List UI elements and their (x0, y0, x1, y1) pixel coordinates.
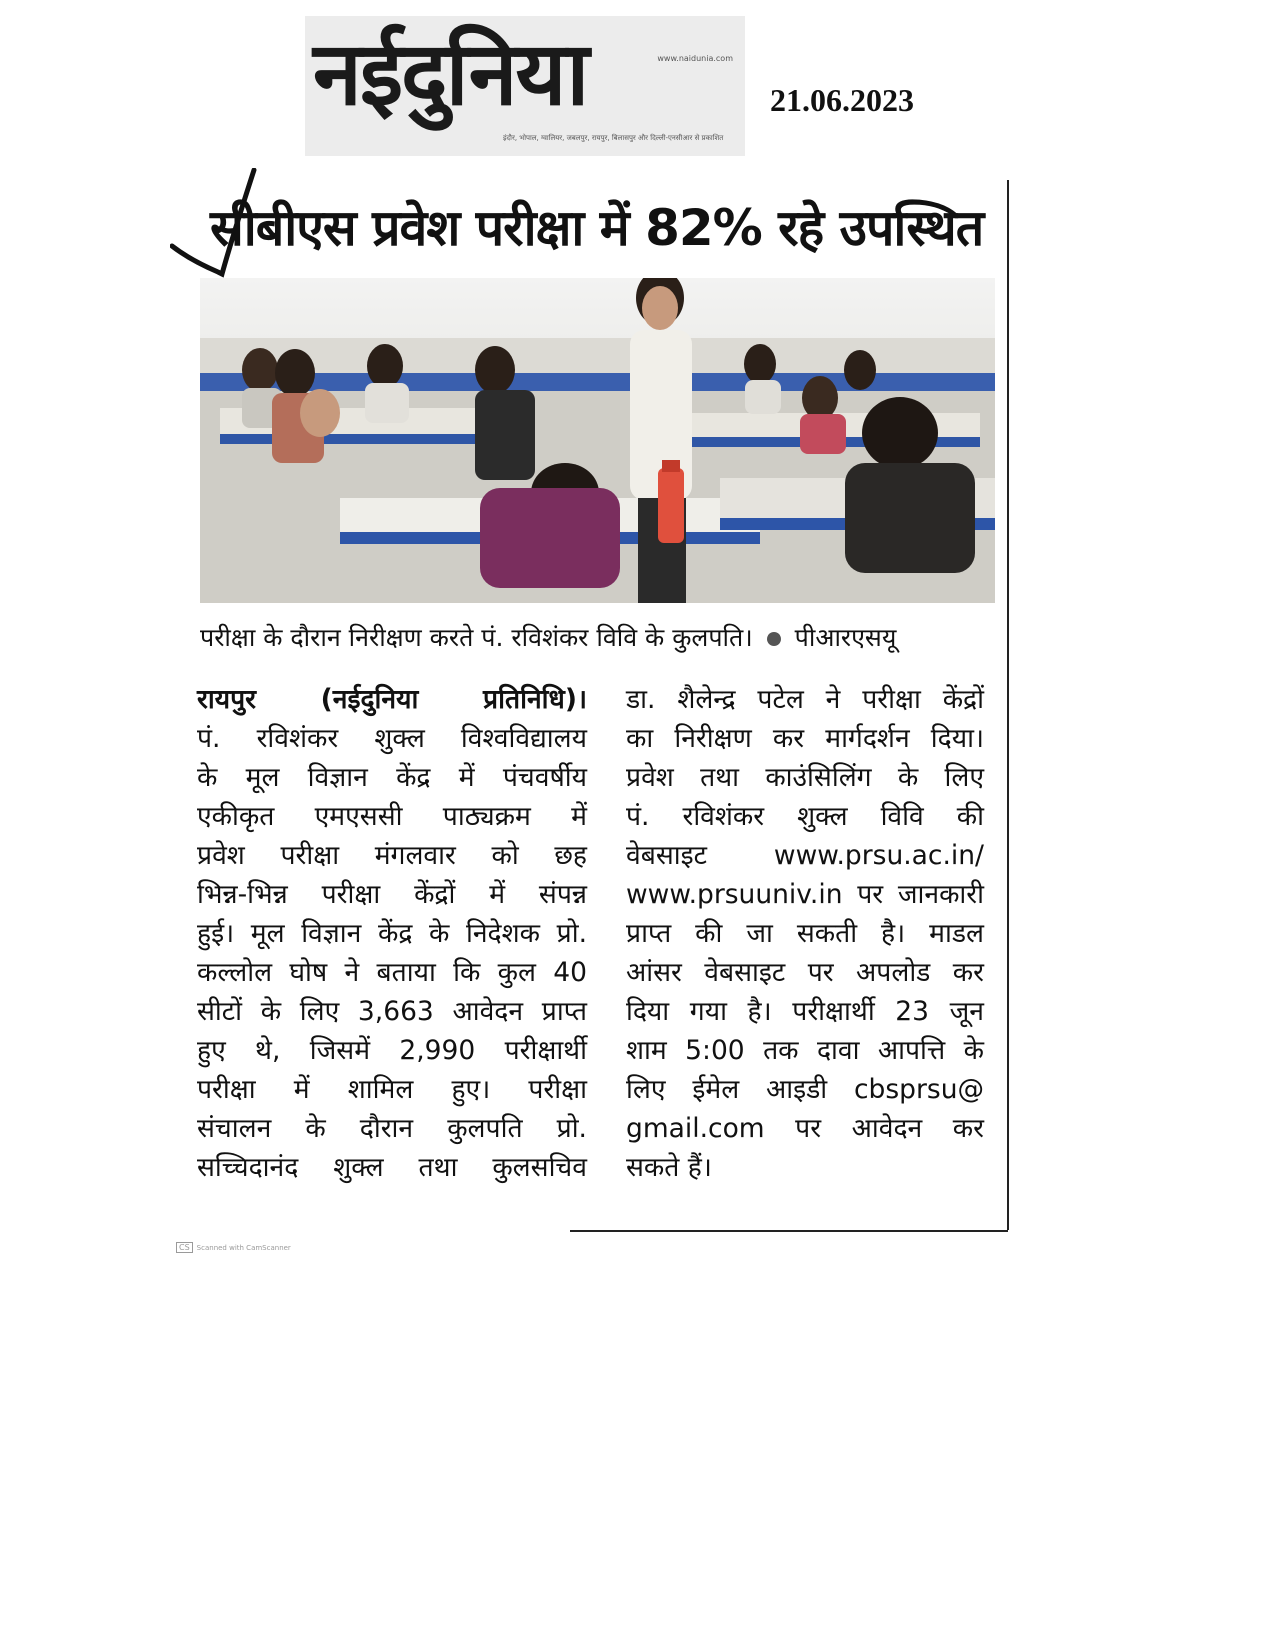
article-text-line: पं. रविशंकर शुक्ल विश्वविद्यालय (197, 723, 587, 754)
scanner-watermark-text: Scanned with CamScanner (196, 1244, 291, 1252)
article-column-right (626, 680, 984, 1187)
article-text-line: हुए थे, जिसमें 2,990 परीक्षार्थी (197, 1035, 587, 1066)
article-text-line: आंसर वेबसाइट पर अपलोड कर (626, 957, 984, 988)
article-text-line: सच्चिदानंद शुक्ल तथा कुलसचिव (197, 1152, 587, 1183)
masthead-url: www.naidunia.com (657, 54, 733, 63)
article-text-line: प्राप्त की जा सकती है। माडल (626, 918, 984, 949)
article-text-line: शाम 5:00 तक दावा आपत्ति के (626, 1035, 984, 1066)
article-text-line: www.prsuuniv.in पर जानकारी (626, 879, 984, 910)
article-text-line: भिन्न-भिन्न परीक्षा केंद्रों में संपन्न (197, 879, 587, 910)
masthead-editions: इंदौर, भोपाल, ग्वालियर, जबलपुर, रायपुर, बिलासपुर और दिल्ली-एनसीआर से प्रकाशित (503, 134, 724, 142)
scanner-watermark (176, 1242, 291, 1253)
camscanner-icon: CS (176, 1242, 193, 1253)
article-text-line: प्रवेश तथा काउंसिलिंग के लिए (626, 762, 984, 793)
exam-hall-illustration (200, 278, 995, 603)
article-text-line: वेबसाइट www.prsu.ac.in/ (626, 840, 984, 871)
article-text-line: का निरीक्षण कर मार्गदर्शन दिया। (626, 723, 984, 754)
article-text-line: लिए ईमेल आइडी cbsprsu@ (626, 1074, 984, 1105)
newspaper-masthead (305, 16, 745, 156)
article-text-line: सीटों के लिए 3,663 आवेदन प्राप्त (197, 996, 587, 1027)
article-byline: रायपुर (नईदुनिया प्रतिनिधि)। (197, 684, 587, 715)
article-text-line: कल्लोल घोष ने बताया कि कुल 40 (197, 957, 587, 988)
article-text-line: हुई। मूल विज्ञान केंद्र के निदेशक प्रो. (197, 918, 587, 949)
photo-caption: परीक्षा के दौरान निरीक्षण करते पं. रविशंकर विवि के कुलपति। (200, 623, 753, 652)
article-text-line: प्रवेश परीक्षा मंगलवार को छह (197, 840, 587, 871)
article-text-line: के मूल विज्ञान केंद्र में पंचवर्षीय (197, 762, 587, 793)
article-text-line: संचालन के दौरान कुलपति प्रो. (197, 1113, 587, 1144)
clipping-date: 21.06.2023 (770, 82, 914, 118)
article-text-line: डा. शैलेन्द्र पटेल ने परीक्षा केंद्रों (626, 684, 984, 715)
article-text-line: दिया गया है। परीक्षार्थी 23 जून (626, 996, 984, 1027)
newspaper-logo: नईदुनिया (313, 22, 588, 125)
article-text-line: सकते हैं। (626, 1152, 712, 1183)
photo-credit: पीआरएसयू (794, 623, 897, 652)
article-text-line: पं. रविशंकर शुक्ल विवि की (626, 801, 984, 832)
article-column-left (197, 680, 587, 1187)
article-text-line: एकीकृत एमएससी पाठ्यक्रम में (197, 801, 587, 832)
exam-hall-photo (200, 278, 995, 603)
article-headline: सीबीएस प्रवेश परीक्षा में 82% रहे उपस्थित (210, 199, 984, 257)
camera-credit-icon (767, 632, 781, 646)
clipping-border-bottom (570, 1230, 1008, 1232)
article-text-line: gmail.com पर आवेदन कर (626, 1113, 984, 1144)
photo-caption-line (200, 620, 1000, 654)
clipping-border-right (1007, 180, 1009, 1230)
article-text-line: परीक्षा में शामिल हुए। परीक्षा (197, 1074, 587, 1105)
